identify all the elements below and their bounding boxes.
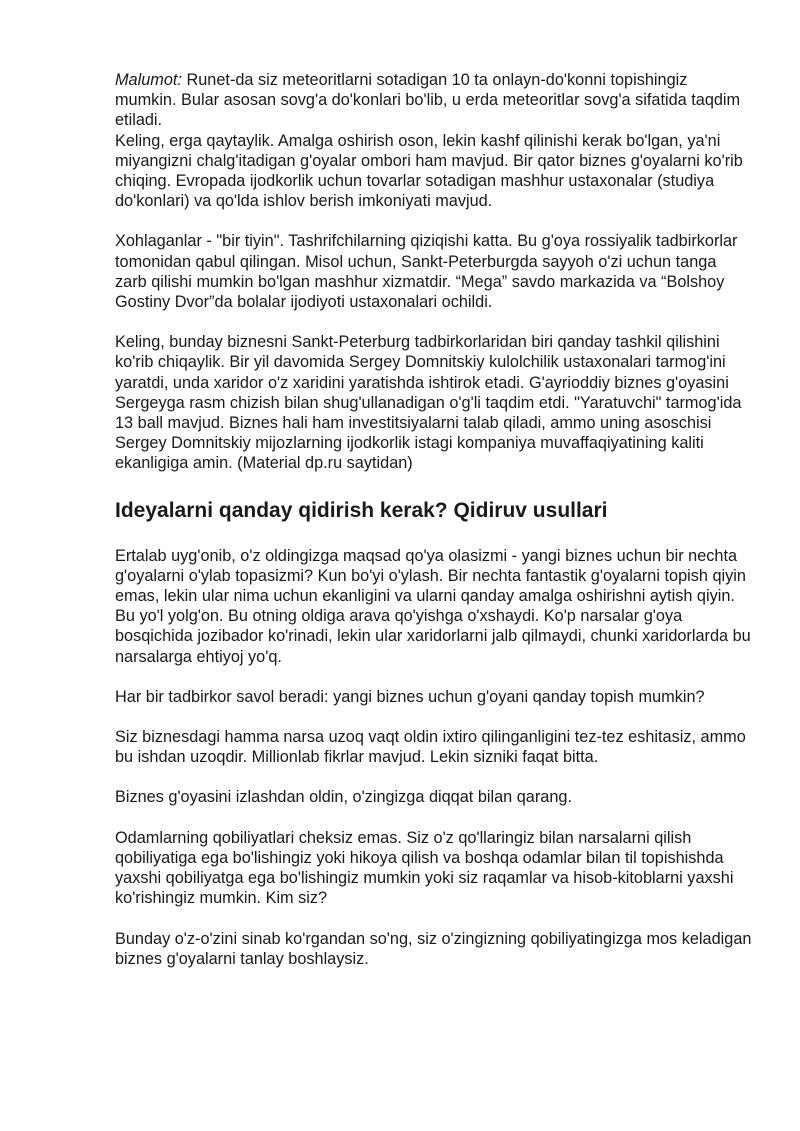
section-paragraph-5: Odamlarning qobiliyatlari cheksiz emas. Siz o'z qo'llaringiz bilan narsalarni qilish qobiliyatiga ega bo'lishingiz yoki hikoya qilish va boshqa odamlar bilan til topishishda yaxshi qobiliyatga ega bo'lishingiz mumkin yoki siz raqamlar va hisob-kitoblarni yaxshi ko'rishingiz mumkin. Kim siz? xyxy=(115,828,734,908)
section-paragraph-2: Har bir tadbirkor savol beradi: yangi biznes uchun g'oyani qanday topish mumkin? xyxy=(115,687,705,706)
paragraph-coin-minting: Xohlaganlar - "bir tiyin". Tashrifchilarning qiziqishi katta. Bu g'oya rossiyalik tadbirkorlar tomonidan qabul qilingan. Misol uchun, Sankt-Peterburgda sayyoh o'zi uchun tanga zarb qilishi mumkin bo'lgan mashhur xizmatdir. “Mega” savdo markazida va “Bolshoy Gostiny Dvor”da bolalar ijodiyoti ustaxonalari ochildi. xyxy=(115,232,738,312)
note-text: Runet-da siz meteoritlarni sotadigan 10 ta onlayn-do'konni topishingiz mumkin. Bular asosan sovg'a do'konlari bo'lib, u erda meteoritlar sovg'a sifatida taqdim etiladi. xyxy=(115,71,741,130)
section-paragraph-3: Siz biznesdagi hamma narsa uzoq vaqt oldin ixtiro qilinganligini tez-tez eshitasiz, ammo bu ishdan uzoqdir. Millionlab fikrlar mavjud. Lekin sizniki faqat bitta. xyxy=(115,728,746,767)
section-paragraph-4: Biznes g'oyasini izlashdan oldin, o'zingizga diqqat bilan qarang. xyxy=(115,788,572,807)
note-label: Malumot: xyxy=(115,71,182,89)
section-paragraph-6: Bunday o'z-o'zini sinab ko'rgandan so'ng, siz o'zingizning qobiliyatingizga mos keladigan biznes g'oyalarni tanlay boshlaysiz. xyxy=(115,929,752,968)
paragraph-pottery-workshops: Keling, bunday biznesni Sankt-Peterburg tadbirkorlaridan biri qanday tashkil qilishini ko'rib chiqaylik. Bir yil davomida Sergey Domnitskiy kulolchilik ustaxonalari tarmog'ini yaratdi, unda xaridor o'z xaridini yaratishda ishtirok etadi. G'ayrioddiy biznes g'oyasini Sergeyga rasm chizish bilan shug'ullanadigan o'g'li taqdim etdi. "Yaratuvchi" tarmog'ida 13 ball mavjud. Biznes hali ham investitsiyalarni talab qiladi, ammo uning asoschisi Sergey Domnitskiy mijozlarning ijodkorlik istagi kompaniya muvaffaqiyatining kaliti ekanligiga amin. (Material dp.ru saytidan) xyxy=(115,333,742,473)
paragraph-return-to-earth: Keling, erga qaytaylik. Amalga oshirish oson, lekin kashf qilinishi kerak bo'lgan, ya'ni miyangizni chalg'itadigan g'oyalar ombori ham mavjud. Bir qator biznes g'oyalarni ko'rib chiqing. Evropada ijodkorlik uchun tovarlar sotadigan mashhur ustaxonalar (studiya do'konlari) va qo'lda ishlov berish imkoniyati mavjud. xyxy=(115,131,743,211)
section-paragraph-1: Ertalab uyg'onib, o'z oldingizga maqsad qo'ya olasizmi - yangi biznes uchun bir nechta g'oyalarni o'ylab topasizmi? Kun bo'yi o'ylash. Bir nechta fantastik g'oyalarni topish qiyin emas, lekin ular nima uchun ekanligini va ularni qanday amalga oshirishni aytish qiyin. Bu yo'l yolg'on. Bu otning oldiga arava qo'yishga o'xshaydi. Ko'p narsalar g'oya bosqichida jozibador ko'rinadi, lekin ular xaridorlarni jalb qilmaydi, chunki xaridorlarda bu narsalarga ehtiyoj yo'q. xyxy=(115,546,751,666)
intro-paragraph xyxy=(115,70,752,131)
section-heading: Ideyalarni qanday qidirish kerak? Qidiruv usullari xyxy=(115,498,608,522)
